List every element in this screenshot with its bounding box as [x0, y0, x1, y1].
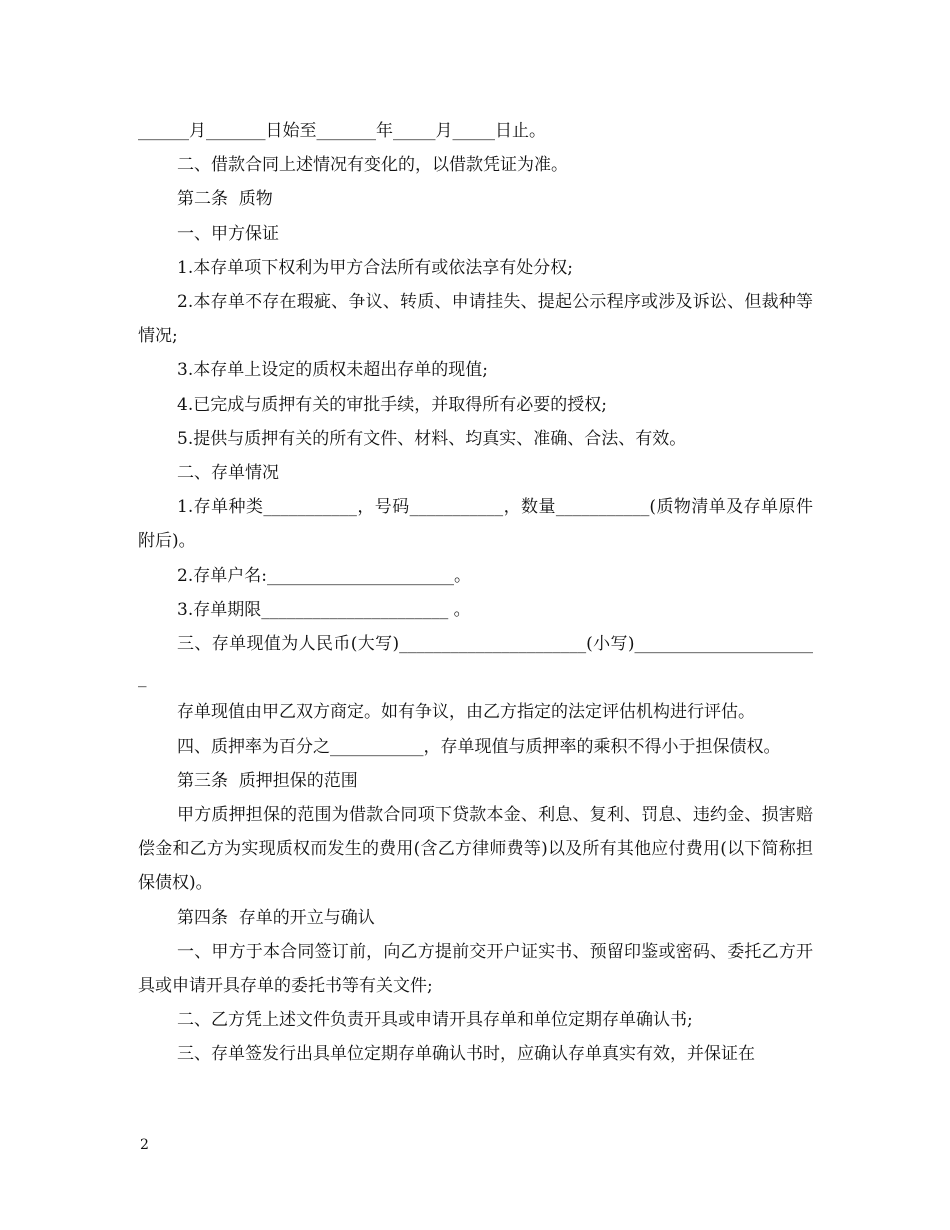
- article-2-heading: 第二条 质物: [177, 189, 273, 210]
- paragraph-opening-1: 一、甲方于本合同签订前，向乙方提前交开户证实书、预留印鉴或密码、委托乙方开具或申请开具存单的委托书等有关文件;: [138, 941, 813, 997]
- paragraph-date-range: ______月_______日始至_______年_____月_____日止。: [138, 121, 546, 141]
- deposit-term-field: 3.存单期限______________________ 。: [177, 599, 471, 620]
- section-deposit-status: 二、存单情况: [177, 463, 279, 484]
- section-party-a-guarantee: 一、甲方保证: [177, 223, 279, 244]
- deposit-account-name-field: 2.存单户名:______________________。: [177, 565, 471, 586]
- page-number: 2: [140, 1137, 149, 1153]
- list-item-5: 5.提供与质押有关的所有文件、材料、均真实、准确、合法、有效。: [177, 428, 687, 449]
- list-item-2: 2.本存单不存在瑕疵、争议、转质、申请挂失、提起公示程序或涉及诉讼、但裁种等情况;: [138, 292, 813, 347]
- deposit-type-field: 1.存单种类___________，号码___________，数量___________(质物清单及存单原件附后)。: [138, 497, 813, 552]
- paragraph-contract-change: 二、借款合同上述情况有变化的，以借款凭证为准。: [177, 155, 568, 176]
- document-body: [138, 114, 813, 1072]
- paragraph-opening-3: 三、存单签发行出具单位定期存单确认书时，应确认存单真实有效，并保证在: [177, 1044, 755, 1065]
- article-4-heading: 第四条 存单的开立与确认: [177, 907, 375, 928]
- list-item-3: 3.本存单上设定的质权未超出存单的现值;: [177, 360, 488, 381]
- pledge-rate-field: 四、质押率为百分之___________，存单现值与质押率的乘积不得小于担保债权。: [177, 736, 781, 757]
- list-item-1: 1.本存单项下权利为甲方合法所有或依法享有处分权;: [177, 257, 573, 278]
- article-3-heading: 第三条 质押担保的范围: [177, 770, 358, 791]
- paragraph-opening-2: 二、乙方凭上述文件负责开具或申请开具存单和单位定期存单确认书;: [177, 1010, 693, 1031]
- paragraph-value-agreement: 存单现值由甲乙双方商定。如有争议，由乙方指定的法定评估机构进行评估。: [177, 702, 755, 723]
- deposit-value-field: 三、存单现值为人民币(大写)______________________(小写)______________________: [138, 634, 813, 689]
- paragraph-scope: 甲方质押担保的范围为借款合同项下贷款本金、利息、复利、罚息、违约金、损害赔偿金和乙方为实现质权而发生的费用(含乙方律师费等)以及所有其他应付费用(以下简称担保债权)。: [138, 805, 813, 894]
- list-item-4: 4.已完成与质押有关的审批手续，并取得所有必要的授权;: [177, 394, 607, 415]
